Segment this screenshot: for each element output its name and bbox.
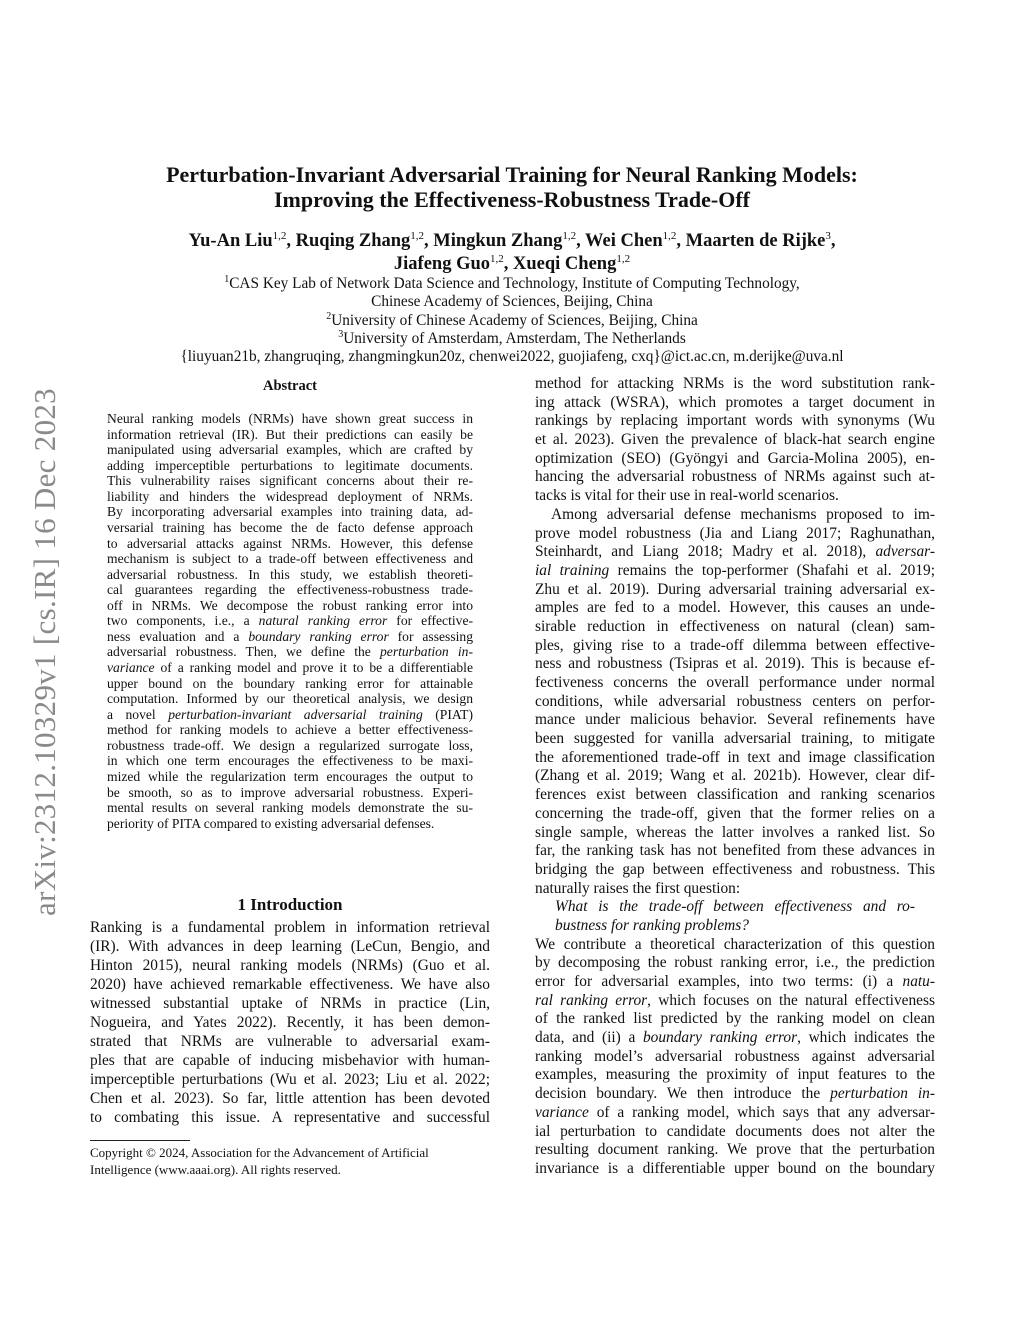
affiliation-text: Chinese Academy of Sciences, Beijing, China: [371, 293, 653, 311]
footnote-line: Copyright © 2024, Association for the Advancement of Artificial: [90, 1145, 429, 1160]
affiliation-line: [0, 275, 1024, 293]
text-segment: fectiveness concerns the overall performance under normal: [535, 674, 935, 691]
text-line: [90, 1089, 490, 1108]
text-line: [535, 936, 935, 955]
text-line: [90, 937, 490, 956]
text-segment: , which focuses on the natural effectiveness: [647, 991, 935, 1009]
text-segment: versarial training has become the de facto defense approach: [107, 519, 473, 535]
text-line: [535, 506, 935, 525]
text-segment: strated that NRMs are vulnerable to adversarial exam-: [90, 1033, 490, 1050]
text-line: [535, 1085, 935, 1104]
text-segment: single sample, whereas the latter involves a ranked list. So: [535, 823, 935, 841]
text-line: [535, 730, 935, 749]
text-segment: of a ranking model, which says that any adversar-: [588, 1103, 935, 1121]
text-segment: naturally raises the first question:: [535, 879, 741, 897]
paragraph: [535, 506, 935, 898]
text-line: [107, 816, 473, 832]
text-segment: method for ranking models to achieve a better effectiveness-: [107, 722, 473, 738]
text-segment: Zhu et al. 2019). During adversarial training adversarial ex-: [535, 580, 935, 598]
text-segment: to adversarial attacks against NRMs. However, this defense: [107, 535, 473, 551]
text-segment: ness and robustness (Tsipras et al. 2019). This is because ef-: [535, 655, 935, 673]
text-segment: ples that are capable of inducing misbehavior with human-: [90, 1052, 490, 1069]
text-line: [535, 786, 935, 805]
author-affiliation-mark: 1,2: [562, 230, 577, 242]
text-line: [535, 431, 935, 450]
text-segment: bridging the gap between effectiveness and robustness. This: [535, 860, 935, 878]
affiliation-mark: 3: [338, 328, 344, 340]
affiliations: [0, 275, 1024, 366]
text-line: [107, 582, 473, 598]
paragraph: [107, 411, 473, 831]
text-segment: data, and (ii) a: [535, 1029, 643, 1047]
introduction-body-left: [90, 918, 490, 1127]
author-name: Xueqi Cheng: [513, 254, 617, 274]
text-segment: 2020) have achieved remarkable effectiveness. We have also: [90, 976, 490, 993]
abstract-heading: Abstract: [263, 378, 317, 394]
affiliation-text: {liuyuan21b, zhangruqing, zhangmingkun20z, chenwei2022, guojiafeng, cxq}@ict.ac.cn, m.derijke@uva.nl: [180, 348, 844, 366]
text-segment: invariance is a differentiable upper bound on the boundary: [535, 1159, 935, 1177]
text-segment: adversarial robustness. Then, we define the: [107, 644, 380, 660]
text-segment: examples, measuring the proximity of input features to the: [535, 1066, 935, 1084]
research-question: [535, 898, 935, 935]
text-segment: the aforementioned trade-off in text and image classification: [535, 748, 935, 766]
text-line: [107, 411, 473, 427]
text-segment: for assessing: [388, 628, 473, 644]
text-line: [107, 520, 473, 536]
text-segment: periority of PITA compared to existing adversarial defenses.: [107, 815, 435, 831]
text-segment: error for adversarial examples, into two terms: (i) a: [535, 973, 903, 990]
text-segment: (IR). With advances in deep learning (LeCun, Bengio, and: [90, 938, 490, 955]
text-line: [107, 504, 473, 520]
text-segment: ranking model’s adversarial robustness against adversarial: [535, 1047, 935, 1065]
text-segment: By incorporating adversarial examples into training data, ad-: [107, 504, 473, 520]
text-segment: This vulnerability raises significant concerns about their re-: [107, 473, 473, 489]
text-line: [107, 536, 473, 552]
text-segment: Chen et al. 2023). So far, little attention has been devoted: [90, 1090, 490, 1107]
text-segment: hancing the adversarial robustness of NRMs against such at-: [535, 468, 935, 486]
text-line: [535, 562, 935, 581]
text-segment: off in NRMs. We decompose the robust ranking error into: [107, 597, 473, 613]
text-line: [107, 691, 473, 707]
introduction-heading: 1 Introduction: [237, 895, 343, 914]
text-line: [107, 567, 473, 583]
abstract-body: [107, 411, 473, 831]
text-segment: robustness trade-off. We design a regularized surrogate loss,: [107, 737, 473, 753]
emphasized-term: ial training: [535, 561, 610, 579]
text-line: [535, 767, 935, 786]
text-line: [90, 1013, 490, 1032]
text-segment: Among adversarial defense mechanisms proposed to im-: [551, 505, 935, 523]
affiliation-line: [0, 330, 1024, 348]
affiliation-line: [0, 293, 1024, 311]
text-segment: by decomposing the robust ranking error, i.e., the prediction: [535, 954, 935, 972]
text-line: [90, 1070, 490, 1089]
text-line: [535, 805, 935, 824]
text-line: [535, 581, 935, 600]
text-line: [535, 973, 935, 992]
text-line: [107, 598, 473, 614]
text-segment: What is the trade-off between effectiveness and ro-: [555, 898, 915, 916]
copyright-footnote: [90, 1144, 490, 1178]
author-name: Wei Chen: [585, 231, 663, 251]
text-segment: liability and hinders the widespread deployment of NRMs.: [107, 488, 473, 504]
emphasized-term: perturbation in-: [379, 644, 473, 660]
text-segment: mental results on several ranking models demonstrate the su-: [107, 800, 473, 816]
text-line: [107, 613, 473, 629]
text-line: [90, 1032, 490, 1051]
text-line: [535, 1029, 935, 1048]
text-segment: witnessed substantial uptake of NRMs in practice (Lin,: [90, 995, 490, 1012]
text-segment: ferences exist between classification and ranking scenarios: [535, 786, 935, 804]
text-line: [535, 1066, 935, 1085]
text-line: [90, 1108, 490, 1127]
text-line: [535, 992, 935, 1011]
text-line: [107, 722, 473, 738]
author-separator: ,: [576, 231, 586, 251]
text-line: [535, 693, 935, 712]
affiliation-text: CAS Key Lab of Network Data Science and Technology, Institute of Computing Technology,: [229, 275, 800, 292]
affiliation-mark: 1: [224, 274, 230, 285]
author-name: Yu-An Liu: [188, 231, 273, 251]
author-name: Maarten de Rijke: [685, 231, 826, 251]
text-line: [535, 1010, 935, 1029]
text-line: [535, 1104, 935, 1123]
text-line: [107, 707, 473, 723]
text-segment: information retrieval (IR). But their predictions can easily be: [107, 426, 473, 442]
author-line: [0, 253, 1024, 276]
footnote-line: Intelligence (www.aaai.org). All rights reserved.: [90, 1162, 341, 1177]
author-list: [0, 230, 1024, 276]
text-segment: remains the top-performer (Shafahi et al. 2019;: [609, 561, 935, 579]
text-segment: bustness for ranking problems?: [555, 916, 749, 934]
text-line: [107, 442, 473, 458]
text-segment: tacks is vital for their use in real-world scenarios.: [535, 487, 839, 505]
affiliation-mark: 2: [326, 310, 332, 322]
text-line: [90, 975, 490, 994]
author-affiliation-mark: 1,2: [410, 230, 425, 242]
text-segment: far, the ranking task has not benefited from these advances in: [535, 842, 935, 860]
text-segment: decision boundary. We then introduce the: [535, 1085, 831, 1103]
text-line: [107, 676, 473, 692]
text-line: [535, 711, 935, 730]
text-segment: Nogueira, and Yates 2022). Recently, it has been demon-: [90, 1014, 490, 1031]
text-segment: sirable reduction in effectiveness on natural (clean) sam-: [535, 617, 935, 635]
text-line: [535, 1160, 935, 1179]
text-line: [535, 1141, 935, 1160]
text-line: [535, 674, 935, 693]
text-segment: (PIAT): [422, 706, 473, 722]
text-segment: , which indicates the: [797, 1029, 935, 1047]
text-segment: ing attack (WSRA), which promotes a target document in: [535, 393, 935, 411]
text-segment: cal guarantees regarding the effectiveness-robustness trade-: [107, 582, 473, 598]
text-segment: a novel: [107, 706, 169, 722]
text-segment: been suggested for vanilla adversarial training, to mitigate: [535, 730, 935, 748]
text-line: [535, 898, 935, 917]
text-segment: Hinton 2015), neural ranking models (NRMs) (Guo et al.: [90, 957, 490, 974]
text-segment: computation. Informed by our theoretical analysis, we design: [107, 691, 473, 707]
text-line: [535, 954, 935, 973]
text-segment: Ranking is a fundamental problem in information retrieval: [90, 919, 490, 936]
paragraph: [90, 918, 490, 1127]
text-segment: manipulated using adversarial examples, which are crafted by: [107, 442, 473, 458]
text-segment: method for attacking NRMs is the word substitution rank-: [535, 375, 935, 392]
author-affiliation-mark: 3: [825, 230, 831, 242]
text-segment: in which one term encourages the effectiveness to be maxi-: [107, 753, 473, 769]
author-separator: ,: [424, 231, 434, 251]
author-affiliation-mark: 1,2: [662, 230, 677, 242]
text-line: [107, 489, 473, 505]
text-line: [535, 543, 935, 562]
introduction-body-right: [535, 375, 935, 1179]
text-line: [535, 525, 935, 544]
text-line: [90, 918, 490, 937]
text-line: [535, 880, 935, 899]
text-line: [90, 956, 490, 975]
author-name: Ruqing Zhang: [295, 231, 411, 251]
author-affiliation-mark: 1,2: [490, 253, 504, 265]
footnote-rule: [90, 1140, 190, 1141]
text-segment: rankings by replacing important words with synonyms (Wu: [535, 412, 935, 430]
author-line: [0, 230, 1024, 253]
text-segment: conditions, while adversarial robustness centers on perfor-: [535, 692, 935, 710]
text-line: [535, 468, 935, 487]
text-segment: to combating this issue. A representative and successful: [90, 1109, 490, 1126]
text-line: [535, 599, 935, 618]
text-segment: et al. 2023). Given the prevalence of black-hat search engine: [535, 431, 935, 449]
author-name: Jiafeng Guo: [393, 254, 491, 274]
author-separator: ,: [503, 254, 514, 274]
text-segment: mance under malicious behavior. Several refinements have: [535, 711, 935, 729]
emphasized-term: perturbation in-: [830, 1085, 935, 1103]
text-line: [535, 637, 935, 656]
text-segment: amples are fed to a model. However, this causes an unde-: [535, 599, 935, 617]
text-line: [535, 655, 935, 674]
paper-title: [0, 162, 1024, 212]
text-line: [535, 487, 935, 506]
title-line: Improving the Effectiveness-Robustness Trade-Off: [273, 187, 751, 212]
author-separator: ,: [286, 231, 296, 251]
text-line: [107, 660, 473, 676]
text-line: [535, 861, 935, 880]
title-line: Perturbation-Invariant Adversarial Training for Neural Ranking Models:: [166, 162, 858, 187]
text-line: [535, 375, 935, 394]
text-line: [107, 629, 473, 645]
text-line: [535, 618, 935, 637]
emphasized-term: natu-: [902, 973, 935, 990]
text-line: [535, 412, 935, 431]
text-line: [90, 994, 490, 1013]
text-line: [90, 1051, 490, 1070]
text-segment: upper bound on the boundary ranking error for attainable: [107, 675, 473, 691]
text-line: [107, 769, 473, 785]
text-line: [535, 394, 935, 413]
paragraph: [535, 375, 935, 506]
text-line: [535, 450, 935, 469]
arxiv-identifier-stamp: arXiv:2312.10329v1 [cs.IR] 16 Dec 2023: [27, 388, 62, 916]
text-line: [535, 1123, 935, 1142]
text-line: [535, 749, 935, 768]
text-line: [107, 458, 473, 474]
emphasized-term: variance: [107, 660, 155, 675]
text-segment: mechanism is subject to a trade-off between effectiveness and: [107, 551, 473, 567]
author-separator: ,: [676, 231, 686, 251]
text-line: [535, 1048, 935, 1067]
text-segment: two components, i.e., a: [107, 613, 259, 629]
text-segment: be smooth, so as to improve adversarial robustness. Experi-: [107, 784, 473, 800]
text-segment: (Zhang et al. 2019; Wang et al. 2021b). However, clear dif-: [535, 767, 935, 785]
affiliation-text: University of Amsterdam, Amsterdam, The Netherlands: [343, 329, 686, 347]
emphasized-term: adversar-: [875, 543, 935, 561]
text-segment: adversarial robustness. In this study, we establish theoreti-: [107, 566, 473, 582]
text-segment: ial perturbation to candidate documents does not alter the: [535, 1122, 935, 1140]
emphasized-term: natural ranking error: [258, 613, 388, 629]
affiliation-line: [0, 312, 1024, 330]
paragraph: [535, 936, 935, 1179]
emphasized-term: boundary ranking error: [248, 628, 389, 644]
text-segment: prove model robustness (Jia and Liang 2017; Raghunathan,: [535, 524, 935, 542]
author-name: Mingkun Zhang: [433, 231, 563, 251]
text-segment: Neural ranking models (NRMs) have shown great success in: [107, 411, 473, 426]
emphasized-term: perturbation-invariant adversarial training: [168, 706, 423, 722]
text-line: [107, 551, 473, 567]
text-line: [107, 785, 473, 801]
text-line: [107, 427, 473, 443]
text-segment: optimization (SEO) (Gyöngyi and Garcia-Molina 2005), en-: [535, 449, 935, 467]
text-segment: resulting document ranking. We prove that the perturbation: [535, 1141, 935, 1159]
text-segment: Steinhardt, and Liang 2018; Madry et al. 2018),: [535, 543, 876, 561]
text-segment: for effective-: [387, 613, 473, 629]
text-line: [107, 753, 473, 769]
author-separator: ,: [830, 231, 836, 251]
affiliation-line: [0, 348, 1024, 366]
emphasized-term: variance: [535, 1103, 589, 1121]
author-affiliation-mark: 1,2: [616, 253, 631, 265]
text-line: [107, 800, 473, 816]
text-segment: of the ranked list predicted by the ranking model on clean: [535, 1010, 935, 1028]
text-segment: ples, giving rise to a trade-off dilemma between effective-: [535, 636, 935, 654]
text-segment: of a ranking model and prove it to be a differentiable: [154, 660, 473, 675]
text-segment: We contribute a theoretical characterization of this question: [535, 935, 935, 953]
author-affiliation-mark: 1,2: [272, 230, 287, 242]
text-line: [535, 824, 935, 843]
text-line: [535, 917, 935, 936]
text-segment: concerning the trade-off, given that the former relies on a: [535, 804, 935, 822]
text-segment: ness evaluation and a: [107, 628, 249, 644]
text-segment: adding imperceptible perturbations to legitimate documents.: [107, 457, 473, 473]
emphasized-term: ral ranking error: [535, 991, 648, 1009]
text-line: [107, 738, 473, 754]
text-segment: mized while the regularization term encourages the output to: [107, 768, 473, 784]
text-line: [107, 644, 473, 660]
text-line: [107, 473, 473, 489]
affiliation-text: University of Chinese Academy of Sciences, Beijing, China: [331, 311, 698, 329]
emphasized-term: boundary ranking error: [642, 1029, 798, 1047]
text-line: [535, 842, 935, 861]
text-segment: imperceptible perturbations (Wu et al. 2023; Liu et al. 2022;: [90, 1071, 490, 1088]
